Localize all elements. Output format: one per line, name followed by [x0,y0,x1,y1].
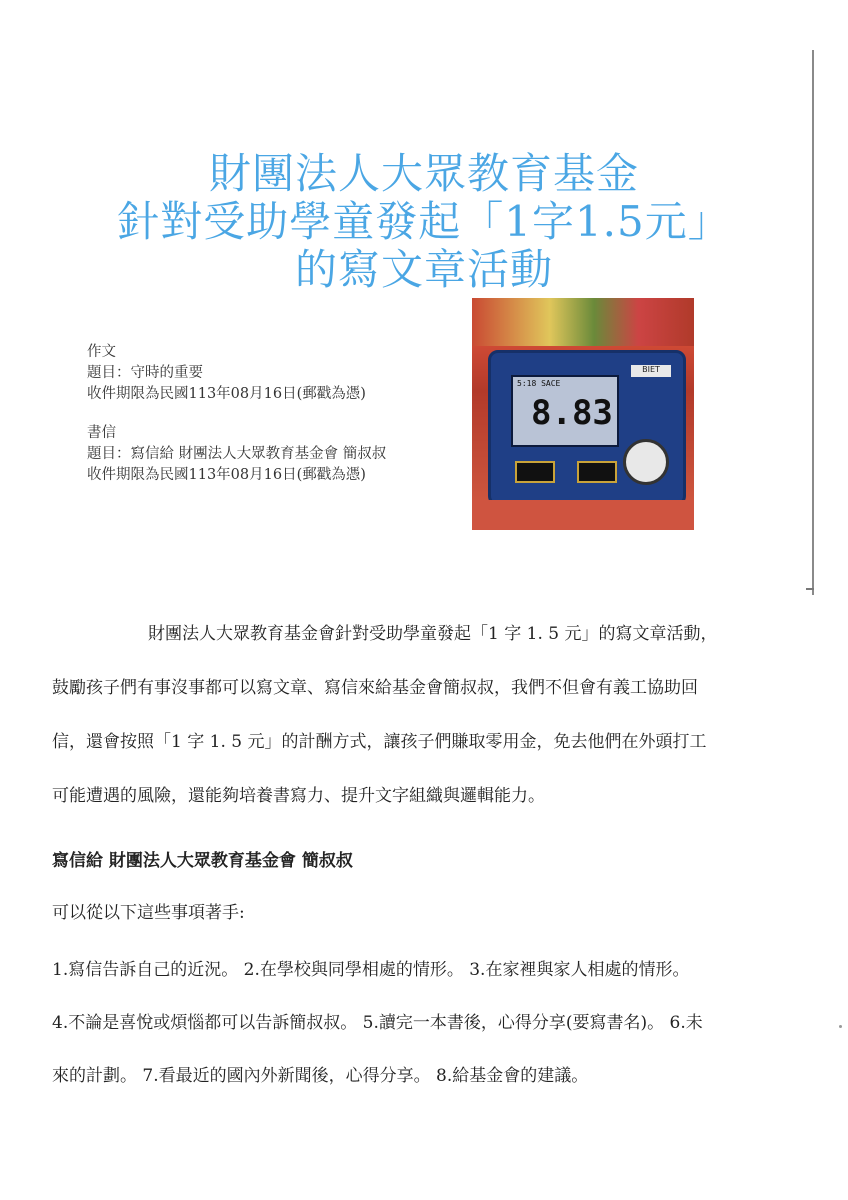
title-line-1: 財團法人大眾教育基金 [208,149,639,198]
clock-lcd [511,375,619,447]
clock-dial [623,439,669,485]
photo-table-surface [472,500,694,530]
letter-topic: 題目：寫信給 財團法人大眾教育基金會 簡叔叔 [87,446,387,462]
letter-deadline: 收件期限為民國113年08月16日(郵戳為憑) [87,467,366,483]
essay-label: 作文 [87,344,116,360]
paragraph-line-3: 信，還會按照「1 字 1. 5 元」的計酬方式，讓孩子們賺取零用金，免去他們在外頭打工 [52,732,707,752]
clock-brand-label: BIET [631,365,671,377]
intro-paragraph [52,607,812,823]
topic-suggestions [52,944,822,1103]
page-title [0,150,848,294]
essay-block [87,342,386,405]
scan-dot [839,1025,842,1028]
essay-deadline: 收件期限為民國113年08月16日(郵戳為憑) [87,386,366,402]
digital-clock-image [488,350,686,506]
clock-button-right [577,461,617,483]
letter-section-heading: 寫信給 財團法人大眾教育基金會 簡叔叔 [52,851,353,871]
photo-background [472,298,694,346]
lcd-small-text: 5:18 SACE [517,379,561,388]
lcd-time-text: 8.83 [531,393,613,433]
title-line-2: 針對受助學童發起「1字1.5元」 [117,196,731,246]
suggestion-row-2: 4.不論是喜悅或煩惱都可以告訴簡叔叔。 5.讀完一本書後，心得分享(要寫書名)。 6.未 [52,1013,703,1033]
assignment-info [87,342,386,504]
clock-photo [472,298,694,530]
paragraph-line-2: 鼓勵孩子們有事沒事都可以寫文章、寫信來給基金會簡叔叔，我們不但會有義工協助回 [52,678,698,698]
scan-edge-line [812,50,814,595]
clock-button-left [515,461,555,483]
scan-edge-mark [806,588,814,590]
letter-label: 書信 [87,425,116,441]
suggestion-row-3: 來的計劃。 7.看最近的國內外新聞後，心得分享。 8.給基金會的建議。 [52,1066,589,1086]
letter-block [87,423,386,486]
paragraph-line-4: 可能遭遇的風險，還能夠培養書寫力、提升文字組織與邏輯能力。 [52,786,545,806]
essay-topic: 題目：守時的重要 [87,365,203,381]
title-line-3: 的寫文章活動 [294,244,553,294]
suggestion-row-1: 1.寫信告訴自己的近況。 2.在學校與同學相處的情形。 3.在家裡與家人相處的情形。 [52,960,690,980]
letter-section-intro: 可以從以下這些事項著手: [52,903,245,923]
paragraph-line-1: 財團法人大眾教育基金會針對受助學童發起「1 字 1. 5 元」的寫文章活動， [148,624,718,644]
